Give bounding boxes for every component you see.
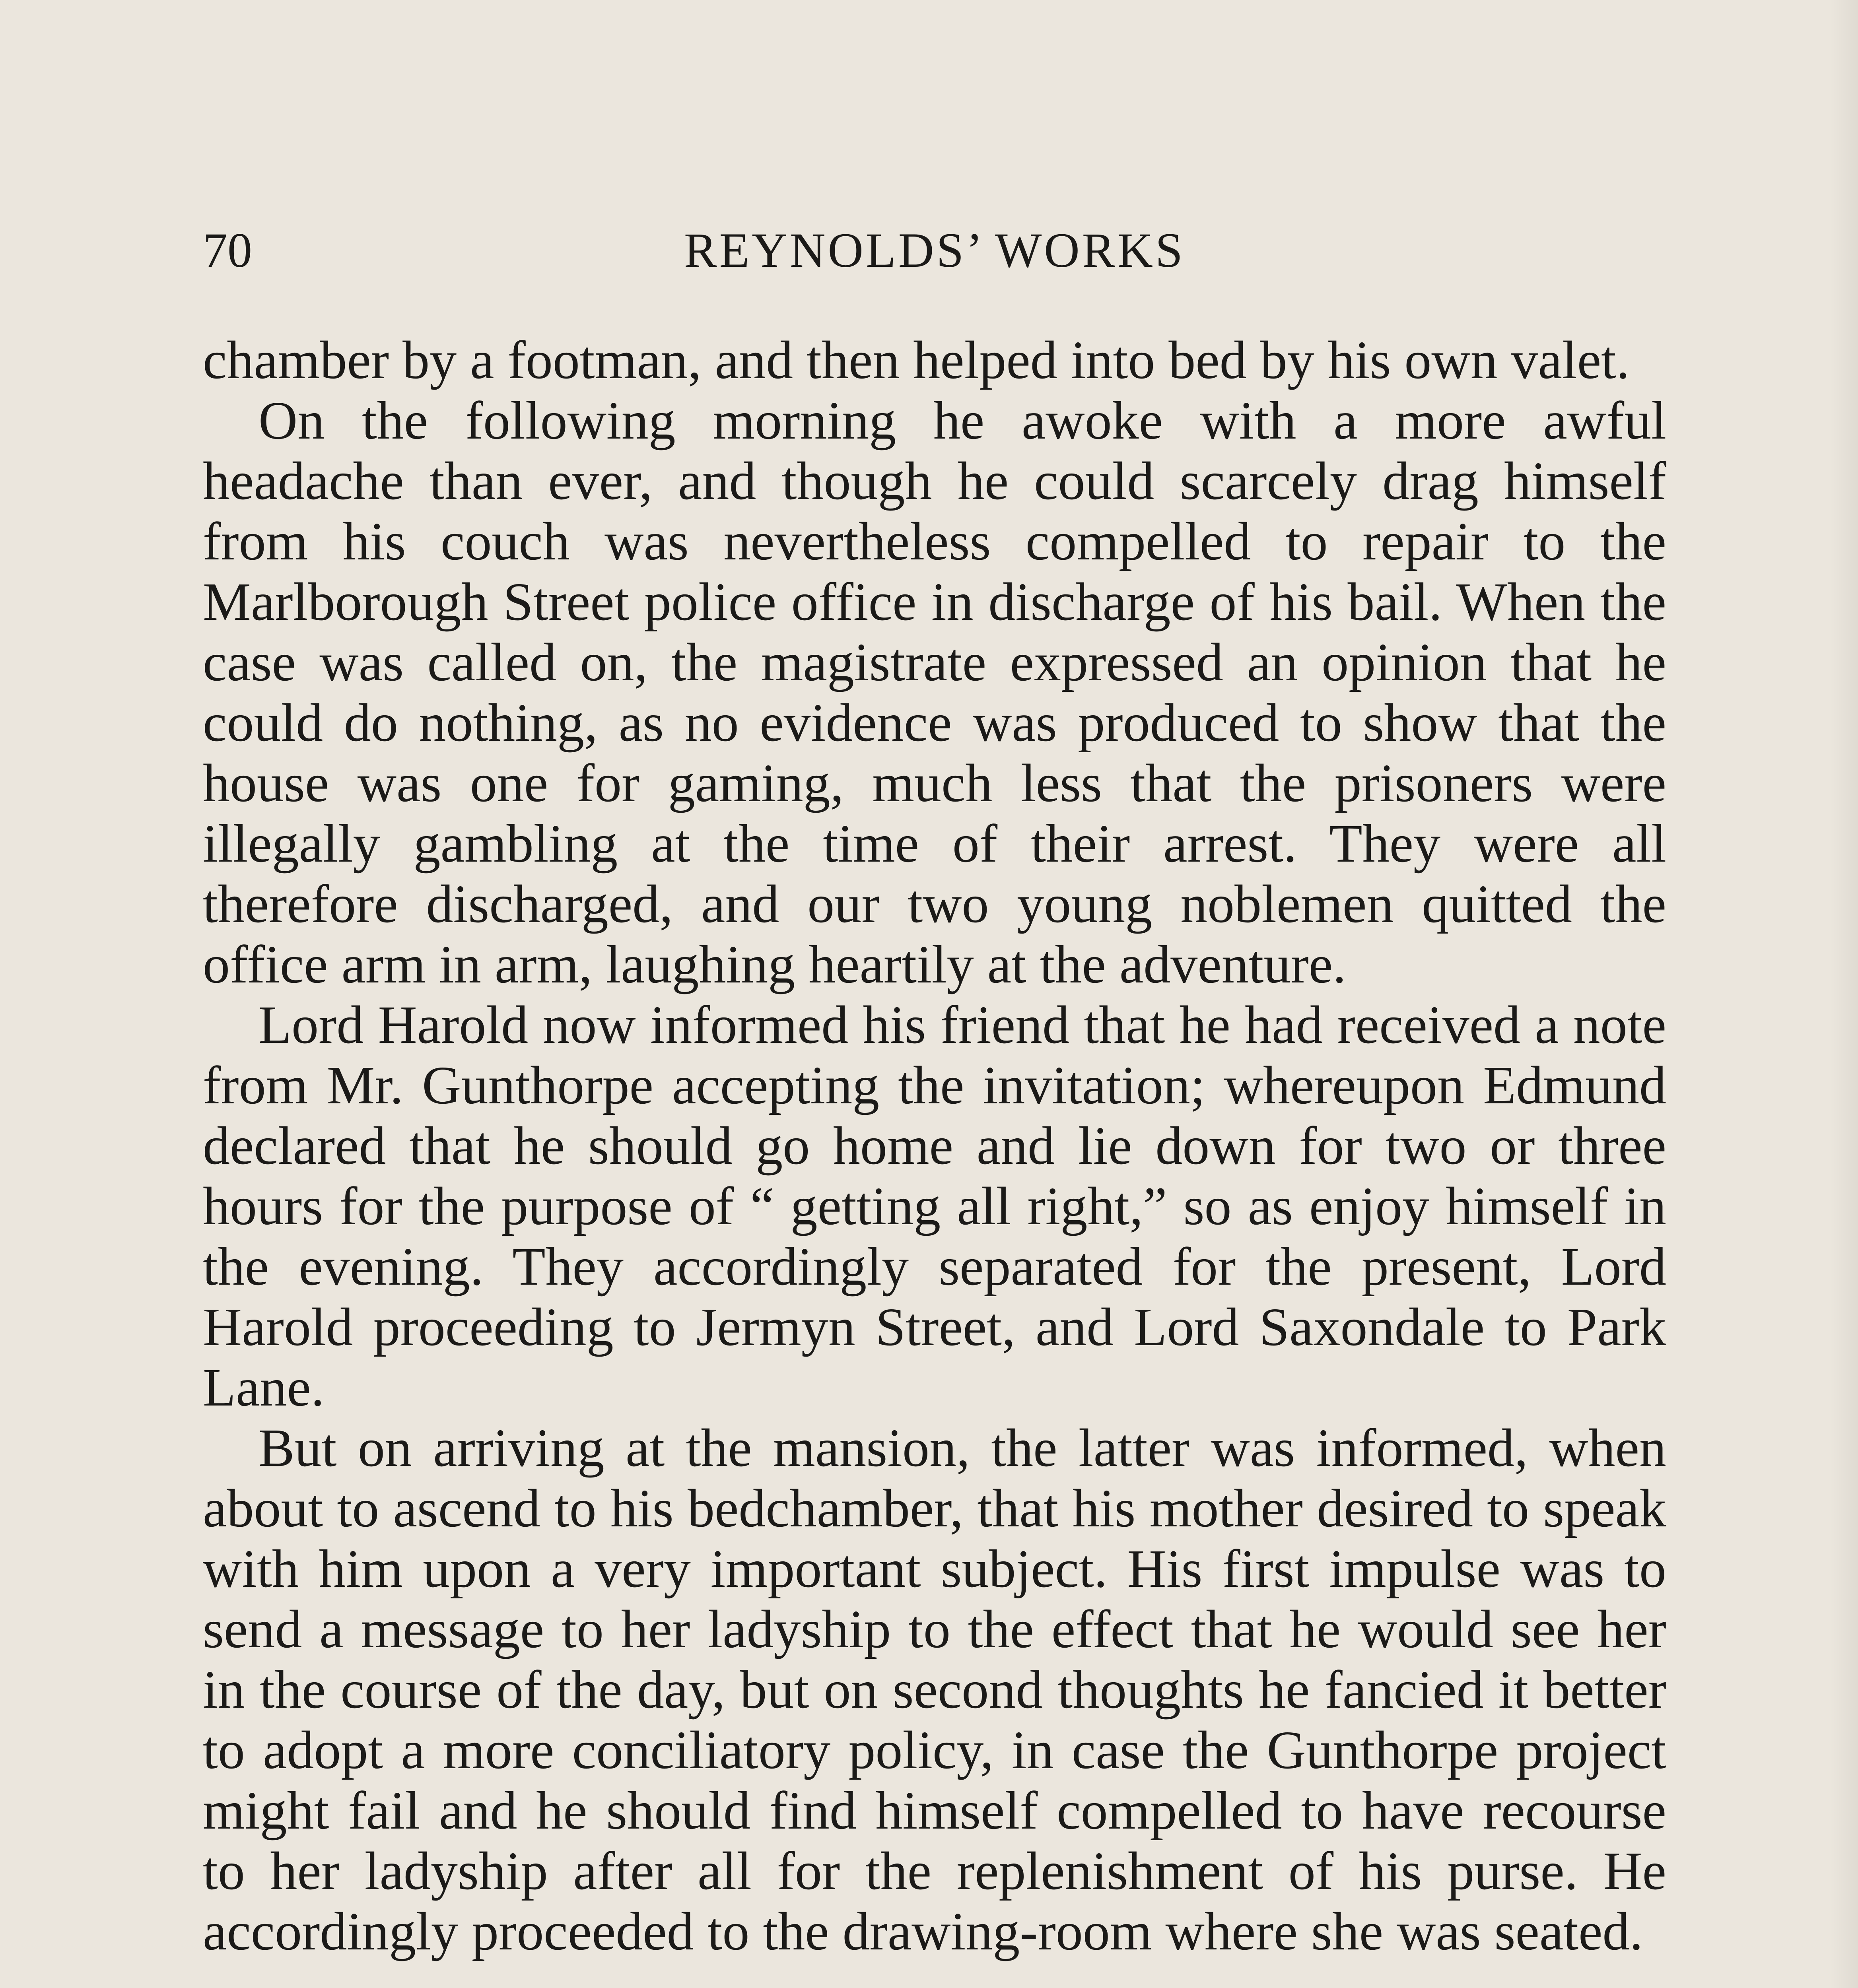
running-head: REYNOLDS’ WORKS bbox=[684, 223, 1185, 278]
paragraph-4: But on arriving at the mansion, the latter was informed, when about to ascend to his bedchamber, that his mother desired to speak with him upon a very important subject. His first impulse was to send a message to her ladyship to the effect that he would see her in the course of the day, but on second thoughts he fancied it better to adopt a more conciliatory policy, in case the Gunthorpe project might fail and he should find himself compelled to have recourse to her ladyship after all for the replenishment of his purse. He accordingly proceeded to the drawing-room where she was seated. bbox=[203, 1418, 1666, 1961]
page-number: 70 bbox=[203, 223, 252, 278]
body-text bbox=[203, 330, 1666, 1962]
page-edge-shadow bbox=[1830, 0, 1858, 1988]
paragraph-2: On the following morning he awoke with a more awful headache than ever, and though he could scarcely drag himself from his couch was nevertheless compelled to repair to the Marlborough Street police office in discharge of his bail. When the case was called on, the magistrate expressed an opinion that he could do nothing, as no evidence was produced to show that the house was one for gaming, much less that the prisoners were illegally gambling at the time of their arrest. They were all therefore discharged, and our two young noblemen quitted the office arm in arm, laughing heartily at the adventure. bbox=[203, 391, 1666, 994]
page-header bbox=[203, 215, 1666, 286]
paragraph-3: Lord Harold now informed his friend that he had received a note from Mr. Gunthorpe accepting the invitation; whereupon Edmund declared that he should go home and lie down for two or three hours for the purpose of “ getting all right,” so as enjoy himself in the evening. They accordingly separated for the present, Lord Harold proceeding to Jermyn Street, and Lord Saxondale to Park Lane. bbox=[203, 995, 1666, 1417]
paragraph-1: chamber by a footman, and then helped into bed by his own valet. bbox=[203, 330, 1630, 390]
